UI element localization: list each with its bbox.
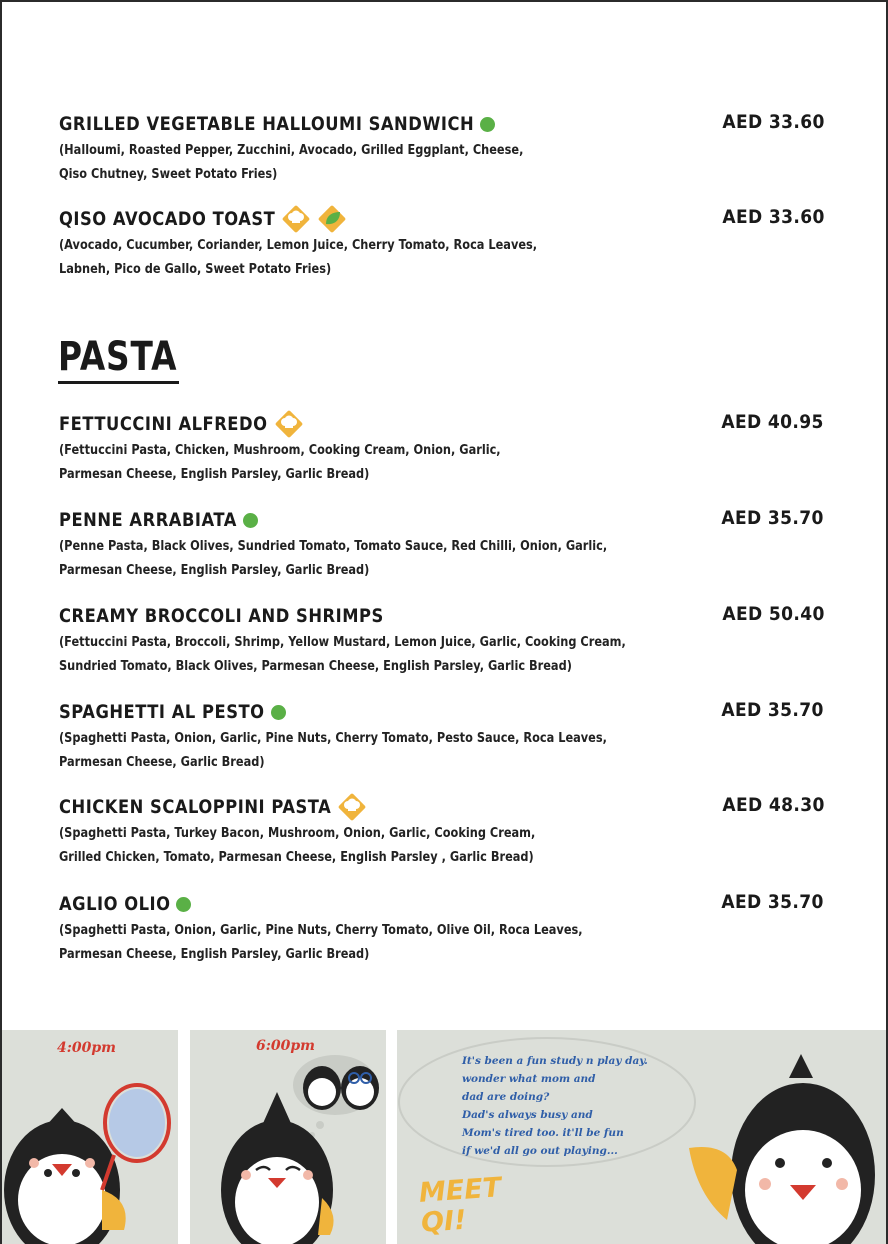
item-price: AED 33.60 [722,206,825,228]
section-underline [58,381,179,384]
menu-item [59,205,839,281]
section-title: PASTA [58,334,178,380]
meet-line: QI! [420,1204,468,1239]
menu-item [59,890,839,966]
menu-item [59,506,839,582]
item-description: Parmesan Cheese, Garlic Bread) [59,754,265,770]
chef-hat-icon [337,792,367,822]
menu-item [59,793,839,869]
cloud-line: if we'd all go out playing... [462,1145,618,1157]
item-name: SPAGHETTI AL PESTO [59,701,265,723]
item-description: Sundried Tomato, Black Olives, Parmesan Cheese, English Parsley, Garlic Bread) [59,658,572,674]
chef-hat-icon [281,204,311,234]
green-dot-icon [176,897,191,912]
item-name: QISO AVOCADO TOAST [59,208,276,230]
item-description: Grilled Chicken, Tomato, Parmesan Cheese, English Parsley , Garlic Bread) [59,849,534,865]
item-description: (Spaghetti Pasta, Onion, Garlic, Pine Nuts, Cherry Tomato, Pesto Sauce, Roca Leaves, [59,730,607,746]
item-name: FETTUCCINI ALFREDO [59,413,268,435]
item-name: CREAMY BROCCOLI AND SHRIMPS [59,605,384,627]
item-name: GRILLED VEGETABLE HALLOUMI SANDWICH [59,113,475,135]
menu-item [59,410,839,486]
cloud-line: Dad's always busy and [462,1109,593,1121]
item-description: (Spaghetti Pasta, Turkey Bacon, Mushroom, Onion, Garlic, Cooking Cream, [59,825,536,841]
cloud-line: wonder what mom and [462,1073,596,1085]
item-price: AED 35.70 [721,699,824,721]
item-name: AGLIO OLIO [59,893,171,915]
item-description: Qiso Chutney, Sweet Potato Fries) [59,166,278,182]
green-dot-icon [480,117,495,132]
cloud-line: Mom's tired too. it'll be fun [462,1127,624,1139]
item-description: (Fettuccini Pasta, Broccoli, Shrimp, Yellow Mustard, Lemon Juice, Garlic, Cooking Cream, [59,634,626,650]
item-price: AED 48.30 [722,794,825,816]
item-description: Parmesan Cheese, English Parsley, Garlic Bread) [59,562,370,578]
item-price: AED 33.60 [722,111,825,133]
comic-panel-2 [190,1030,386,1244]
item-description: Labneh, Pico de Gallo, Sweet Potato Fries) [59,261,332,277]
penguin-thinking-illustration [190,1030,386,1244]
menu-item [59,602,839,678]
cloud-line: It's been a fun study n play day. [462,1055,648,1067]
item-price: AED 35.70 [721,507,824,529]
meet-line: MEET [417,1172,503,1209]
item-description: (Spaghetti Pasta, Onion, Garlic, Pine Nuts, Cherry Tomato, Olive Oil, Roca Leaves, [59,922,583,938]
thought-bubble-text [462,1052,662,1160]
green-dot-icon [271,705,286,720]
comic-panel-1 [2,1030,178,1244]
comic-time-label: 4:00pm [57,1040,116,1056]
item-description: (Penne Pasta, Black Olives, Sundried Tomato, Tomato Sauce, Red Chilli, Onion, Garlic, [59,538,608,554]
meet-qi-title [418,1173,504,1239]
item-price: AED 50.40 [722,603,825,625]
comic-time-label: 6:00pm [256,1038,315,1054]
leaf-icon [317,204,347,234]
item-description: (Avocado, Cucumber, Coriander, Lemon Juice, Cherry Tomato, Roca Leaves, [59,237,538,253]
chef-hat-icon [274,409,304,439]
cloud-line: dad are doing? [462,1091,550,1103]
item-description: (Fettuccini Pasta, Chicken, Mushroom, Cooking Cream, Onion, Garlic, [59,442,501,458]
item-price: AED 40.95 [721,411,824,433]
item-description: (Halloumi, Roasted Pepper, Zucchini, Avocado, Grilled Eggplant, Cheese, [59,142,524,158]
item-description: Parmesan Cheese, English Parsley, Garlic Bread) [59,466,370,482]
item-name: CHICKEN SCALOPPINI PASTA [59,796,332,818]
item-description: Parmesan Cheese, English Parsley, Garlic Bread) [59,946,370,962]
menu-item [59,110,839,186]
penguin-racket-illustration [2,1030,178,1244]
green-dot-icon [243,513,258,528]
menu-item [59,698,839,774]
item-price: AED 35.70 [721,891,824,913]
item-name: PENNE ARRABIATA [59,509,237,531]
